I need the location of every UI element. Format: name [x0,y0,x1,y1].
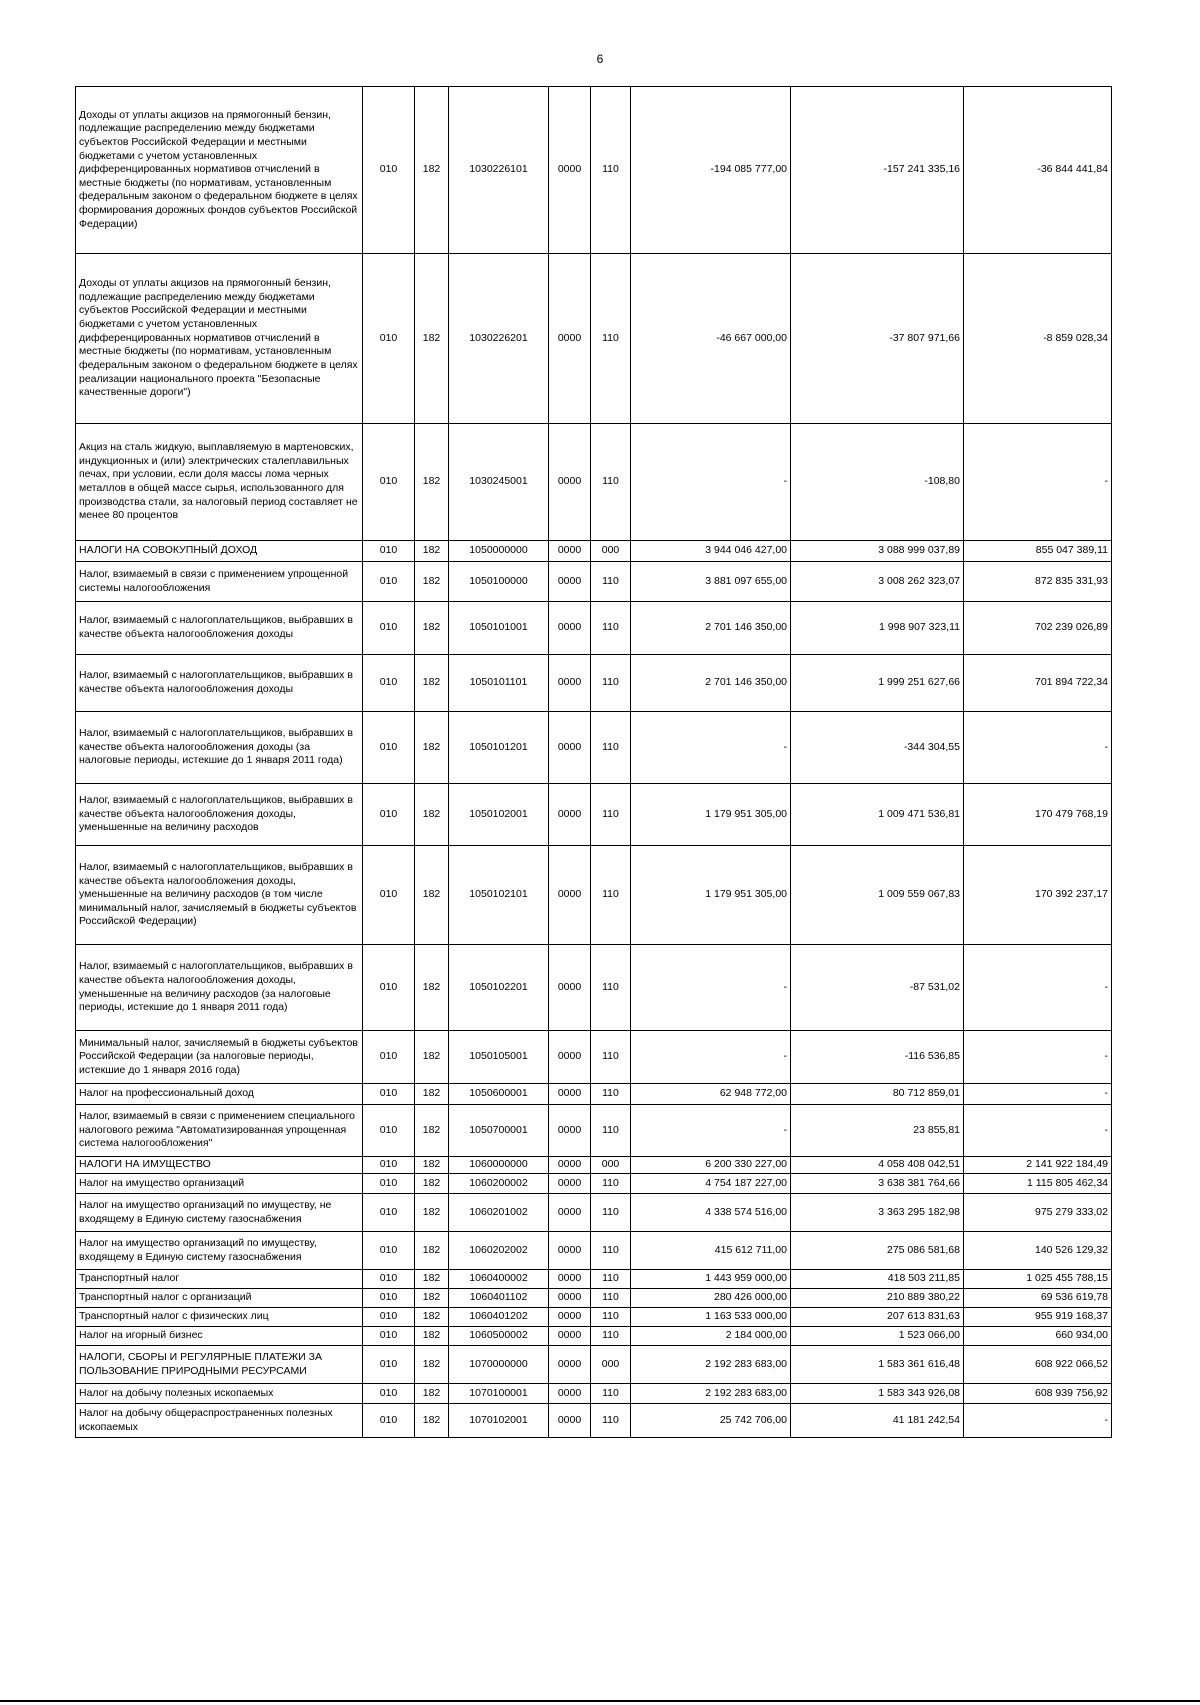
type-code-cell: 110 [591,1232,631,1270]
revenue-table [75,86,1112,1438]
program-code-cell: 0000 [549,1031,591,1084]
type-code-cell: 000 [591,1346,631,1384]
executed-amount-cell: 1 009 559 067,83 [791,846,964,945]
admin-code-cell: 010 [363,1105,415,1157]
admin-code-2-cell: 182 [415,1346,449,1384]
admin-code-2-cell: 182 [415,1270,449,1289]
executed-amount-cell: 4 058 408 042,51 [791,1157,964,1174]
table-row [76,1270,1112,1289]
admin-code-cell: 010 [363,784,415,846]
approved-amount-cell: 415 612 711,00 [631,1232,791,1270]
type-code-cell: 110 [591,1327,631,1346]
executed-amount-cell: 3 008 262 323,07 [791,562,964,602]
approved-amount-cell: 1 179 951 305,00 [631,784,791,846]
program-code-cell: 0000 [549,1404,591,1438]
income-name-cell: Налог, взимаемый с налогоплательщиков, выбравших в качестве объекта налогообложения доходы, уменьшенные на величину расходов (за налоговые периоды, истекшие до 1 января 2011 года) [76,945,363,1031]
table-row [76,87,1112,254]
admin-code-2-cell: 182 [415,254,449,424]
type-code-cell: 110 [591,254,631,424]
remaining-amount-cell: 1 115 805 462,34 [964,1174,1112,1194]
type-code-cell: 110 [591,1270,631,1289]
kbk-code-cell: 1050102101 [449,846,549,945]
approved-amount-cell: 2 701 146 350,00 [631,602,791,655]
program-code-cell: 0000 [549,846,591,945]
type-code-cell: 110 [591,1308,631,1327]
kbk-code-cell: 1050102001 [449,784,549,846]
remaining-amount-cell: 2 141 922 184,49 [964,1157,1112,1174]
type-code-cell: 110 [591,1105,631,1157]
kbk-code-cell: 1060201002 [449,1194,549,1232]
executed-amount-cell: 207 613 831,63 [791,1308,964,1327]
remaining-amount-cell: 701 894 722,34 [964,655,1112,712]
approved-amount-cell: - [631,1105,791,1157]
kbk-code-cell: 1050100000 [449,562,549,602]
admin-code-cell: 010 [363,1232,415,1270]
remaining-amount-cell: 1 025 455 788,15 [964,1270,1112,1289]
remaining-amount-cell: - [964,712,1112,784]
admin-code-2-cell: 182 [415,541,449,562]
admin-code-2-cell: 182 [415,1194,449,1232]
admin-code-2-cell: 182 [415,712,449,784]
admin-code-2-cell: 182 [415,784,449,846]
income-name-cell: Налог, взимаемый в связи с применением упрощенной системы налогообложения [76,562,363,602]
admin-code-2-cell: 182 [415,562,449,602]
admin-code-2-cell: 182 [415,1308,449,1327]
approved-amount-cell: 25 742 706,00 [631,1404,791,1438]
income-name-cell: Налог, взимаемый в связи с применением специального налогового режима "Автоматизированная упрощенная система налогообложения" [76,1105,363,1157]
approved-amount-cell: 2 184 000,00 [631,1327,791,1346]
kbk-code-cell: 1030226101 [449,87,549,254]
approved-amount-cell: - [631,712,791,784]
approved-amount-cell: 1 179 951 305,00 [631,846,791,945]
admin-code-cell: 010 [363,655,415,712]
admin-code-cell: 010 [363,1084,415,1105]
admin-code-cell: 010 [363,1404,415,1438]
kbk-code-cell: 1060401202 [449,1308,549,1327]
remaining-amount-cell: 608 922 066,52 [964,1346,1112,1384]
admin-code-2-cell: 182 [415,602,449,655]
income-name-cell: Налог, взимаемый с налогоплательщиков, выбравших в качестве объекта налогообложения доходы, уменьшенные на величину расходов (в том числе минимальный налог, зачисляемый в бюджеты субъектов Российской Федерации) [76,846,363,945]
program-code-cell: 0000 [549,1270,591,1289]
remaining-amount-cell: - [964,1105,1112,1157]
program-code-cell: 0000 [549,784,591,846]
kbk-code-cell: 1060202002 [449,1232,549,1270]
remaining-amount-cell: 872 835 331,93 [964,562,1112,602]
table-row [76,1084,1112,1105]
admin-code-cell: 010 [363,1327,415,1346]
executed-amount-cell: 1 583 343 926,08 [791,1384,964,1404]
executed-amount-cell: 41 181 242,54 [791,1404,964,1438]
remaining-amount-cell: 170 392 237,17 [964,846,1112,945]
income-name-cell: Налог на добычу полезных ископаемых [76,1384,363,1404]
approved-amount-cell: 4 754 187 227,00 [631,1174,791,1194]
type-code-cell: 110 [591,1194,631,1232]
executed-amount-cell: 210 889 380,22 [791,1289,964,1308]
program-code-cell: 0000 [549,1346,591,1384]
income-name-cell: Налог, взимаемый с налогоплательщиков, выбравших в качестве объекта налогообложения доходы, уменьшенные на величину расходов [76,784,363,846]
remaining-amount-cell: 975 279 333,02 [964,1194,1112,1232]
kbk-code-cell: 1050000000 [449,541,549,562]
page-number: 6 [596,52,604,66]
type-code-cell: 110 [591,424,631,541]
remaining-amount-cell: - [964,1084,1112,1105]
type-code-cell: 110 [591,1084,631,1105]
income-name-cell: Доходы от уплаты акцизов на прямогонный бензин, подлежащие распределению между бюджетами субъектов Российской Федерации и местными бюджетами с учетом установленных дифференцированных нормативов отчислений в местные бюджеты (по нормативам, установленным федеральным законом о федеральном бюджете в целях реализации национального проекта "Безопасные качественные дороги") [76,254,363,424]
approved-amount-cell: -194 085 777,00 [631,87,791,254]
admin-code-2-cell: 182 [415,87,449,254]
admin-code-cell: 010 [363,945,415,1031]
kbk-code-cell: 1060400002 [449,1270,549,1289]
table-row [76,1157,1112,1174]
income-name-cell: Налог, взимаемый с налогоплательщиков, выбравших в качестве объекта налогообложения доходы [76,655,363,712]
type-code-cell: 110 [591,562,631,602]
table-row [76,1194,1112,1232]
admin-code-cell: 010 [363,846,415,945]
admin-code-cell: 010 [363,1194,415,1232]
kbk-code-cell: 1050700001 [449,1105,549,1157]
income-name-cell: Акциз на сталь жидкую, выплавляемую в мартеновских, индукционных и (или) электрических сталеплавильных печах, при условии, если доля массы лома черных металлов в общей массе сырья, использованного для производства стали, за налоговый период составляет не менее 80 процентов [76,424,363,541]
program-code-cell: 0000 [549,712,591,784]
type-code-cell: 110 [591,1031,631,1084]
approved-amount-cell: 4 338 574 516,00 [631,1194,791,1232]
remaining-amount-cell: - [964,1404,1112,1438]
admin-code-2-cell: 182 [415,1157,449,1174]
program-code-cell: 0000 [549,1308,591,1327]
type-code-cell: 110 [591,655,631,712]
type-code-cell: 110 [591,846,631,945]
admin-code-cell: 010 [363,562,415,602]
kbk-code-cell: 1050101101 [449,655,549,712]
remaining-amount-cell: 660 934,00 [964,1327,1112,1346]
executed-amount-cell: 418 503 211,85 [791,1270,964,1289]
income-name-cell: Налог на игорный бизнес [76,1327,363,1346]
remaining-amount-cell: 140 526 129,32 [964,1232,1112,1270]
executed-amount-cell: 80 712 859,01 [791,1084,964,1105]
kbk-code-cell: 1070102001 [449,1404,549,1438]
program-code-cell: 0000 [549,1232,591,1270]
type-code-cell: 110 [591,1404,631,1438]
admin-code-2-cell: 182 [415,655,449,712]
kbk-code-cell: 1060500002 [449,1327,549,1346]
table-row [76,945,1112,1031]
table-body [76,87,1112,1438]
kbk-code-cell: 1030245001 [449,424,549,541]
executed-amount-cell: -157 241 335,16 [791,87,964,254]
remaining-amount-cell: -8 859 028,34 [964,254,1112,424]
approved-amount-cell: 1 163 533 000,00 [631,1308,791,1327]
table-row [76,541,1112,562]
approved-amount-cell: 62 948 772,00 [631,1084,791,1105]
executed-amount-cell: 3 088 999 037,89 [791,541,964,562]
program-code-cell: 0000 [549,1327,591,1346]
program-code-cell: 0000 [549,1384,591,1404]
program-code-cell: 0000 [549,945,591,1031]
approved-amount-cell: 2 192 283 683,00 [631,1384,791,1404]
admin-code-cell: 010 [363,1270,415,1289]
admin-code-cell: 010 [363,87,415,254]
income-name-cell: Транспортный налог с физических лиц [76,1308,363,1327]
table-row [76,1105,1112,1157]
admin-code-cell: 010 [363,1346,415,1384]
admin-code-2-cell: 182 [415,1232,449,1270]
approved-amount-cell: -46 667 000,00 [631,254,791,424]
program-code-cell: 0000 [549,562,591,602]
admin-code-2-cell: 182 [415,1289,449,1308]
admin-code-cell: 010 [363,1174,415,1194]
table-row [76,846,1112,945]
type-code-cell: 110 [591,784,631,846]
table-row [76,655,1112,712]
admin-code-cell: 010 [363,1384,415,1404]
admin-code-2-cell: 182 [415,945,449,1031]
approved-amount-cell: 6 200 330 227,00 [631,1157,791,1174]
kbk-code-cell: 1070000000 [449,1346,549,1384]
kbk-code-cell: 1050101201 [449,712,549,784]
admin-code-cell: 010 [363,254,415,424]
executed-amount-cell: -87 531,02 [791,945,964,1031]
approved-amount-cell: - [631,1031,791,1084]
table-row [76,1327,1112,1346]
admin-code-cell: 010 [363,1289,415,1308]
program-code-cell: 0000 [549,602,591,655]
admin-code-cell: 010 [363,1308,415,1327]
program-code-cell: 0000 [549,424,591,541]
program-code-cell: 0000 [549,1084,591,1105]
remaining-amount-cell: - [964,424,1112,541]
kbk-code-cell: 1050101001 [449,602,549,655]
page-bottom-rule [0,1700,1200,1702]
approved-amount-cell: 3 881 097 655,00 [631,562,791,602]
remaining-amount-cell: 170 479 768,19 [964,784,1112,846]
income-name-cell: Транспортный налог [76,1270,363,1289]
approved-amount-cell: 2 701 146 350,00 [631,655,791,712]
executed-amount-cell: 23 855,81 [791,1105,964,1157]
executed-amount-cell: 1 009 471 536,81 [791,784,964,846]
admin-code-2-cell: 182 [415,1404,449,1438]
executed-amount-cell: 1 999 251 627,66 [791,655,964,712]
income-name-cell: Налог на профессиональный доход [76,1084,363,1105]
kbk-code-cell: 1070100001 [449,1384,549,1404]
kbk-code-cell: 1060000000 [449,1157,549,1174]
executed-amount-cell: -108,80 [791,424,964,541]
executed-amount-cell: 1 998 907 323,11 [791,602,964,655]
executed-amount-cell: -116 536,85 [791,1031,964,1084]
admin-code-cell: 010 [363,602,415,655]
remaining-amount-cell: - [964,1031,1112,1084]
executed-amount-cell: 1 583 361 616,48 [791,1346,964,1384]
table-row [76,254,1112,424]
kbk-code-cell: 1050102201 [449,945,549,1031]
admin-code-2-cell: 182 [415,1174,449,1194]
executed-amount-cell: 3 638 381 764,66 [791,1174,964,1194]
table-row [76,562,1112,602]
income-name-cell: Налог, взимаемый с налогоплательщиков, выбравших в качестве объекта налогообложения доходы [76,602,363,655]
admin-code-2-cell: 182 [415,1105,449,1157]
table-row [76,424,1112,541]
kbk-code-cell: 1050105001 [449,1031,549,1084]
program-code-cell: 0000 [549,1157,591,1174]
type-code-cell: 110 [591,602,631,655]
approved-amount-cell: - [631,945,791,1031]
table-row [76,1404,1112,1438]
type-code-cell: 000 [591,541,631,562]
approved-amount-cell: 3 944 046 427,00 [631,541,791,562]
income-name-cell: Минимальный налог, зачисляемый в бюджеты субъектов Российской Федерации (за налоговые периоды, истекшие до 1 января 2016 года) [76,1031,363,1084]
executed-amount-cell: -344 304,55 [791,712,964,784]
kbk-code-cell: 1060200002 [449,1174,549,1194]
admin-code-cell: 010 [363,712,415,784]
income-name-cell: НАЛОГИ НА ИМУЩЕСТВО [76,1157,363,1174]
program-code-cell: 0000 [549,541,591,562]
remaining-amount-cell: -36 844 441,84 [964,87,1112,254]
program-code-cell: 0000 [549,1174,591,1194]
admin-code-2-cell: 182 [415,846,449,945]
table-row [76,784,1112,846]
income-name-cell: Налог, взимаемый с налогоплательщиков, выбравших в качестве объекта налогообложения доходы (за налоговые периоды, истекшие до 1 января 2011 года) [76,712,363,784]
admin-code-cell: 010 [363,424,415,541]
admin-code-cell: 010 [363,1157,415,1174]
type-code-cell: 110 [591,87,631,254]
program-code-cell: 0000 [549,1194,591,1232]
remaining-amount-cell: - [964,945,1112,1031]
remaining-amount-cell: 702 239 026,89 [964,602,1112,655]
kbk-code-cell: 1060401102 [449,1289,549,1308]
remaining-amount-cell: 855 047 389,11 [964,541,1112,562]
table-row [76,1384,1112,1404]
table-row [76,1308,1112,1327]
type-code-cell: 110 [591,1289,631,1308]
table-row [76,1289,1112,1308]
type-code-cell: 110 [591,1174,631,1194]
remaining-amount-cell: 608 939 756,92 [964,1384,1112,1404]
approved-amount-cell: 1 443 959 000,00 [631,1270,791,1289]
type-code-cell: 110 [591,1384,631,1404]
remaining-amount-cell: 955 919 168,37 [964,1308,1112,1327]
income-name-cell: НАЛОГИ НА СОВОКУПНЫЙ ДОХОД [76,541,363,562]
kbk-code-cell: 1050600001 [449,1084,549,1105]
income-name-cell: Налог на имущество организаций по имуществу, входящему в Единую систему газоснабжения [76,1232,363,1270]
table-row [76,1031,1112,1084]
admin-code-2-cell: 182 [415,1031,449,1084]
type-code-cell: 000 [591,1157,631,1174]
income-name-cell: Налог на добычу общераспространенных полезных ископаемых [76,1404,363,1438]
income-name-cell: Доходы от уплаты акцизов на прямогонный бензин, подлежащие распределению между бюджетами субъектов Российской Федерации и местными бюджетами с учетом установленных дифференцированных нормативов отчислений в местные бюджеты (по нормативам, установленным федеральным законом о федеральном бюджете в целях формирования дорожных фондов субъектов Российской Федерации) [76,87,363,254]
program-code-cell: 0000 [549,655,591,712]
program-code-cell: 0000 [549,254,591,424]
admin-code-2-cell: 182 [415,1327,449,1346]
program-code-cell: 0000 [549,1105,591,1157]
type-code-cell: 110 [591,945,631,1031]
executed-amount-cell: 1 523 066,00 [791,1327,964,1346]
executed-amount-cell: -37 807 971,66 [791,254,964,424]
table-row [76,1346,1112,1384]
admin-code-cell: 010 [363,1031,415,1084]
remaining-amount-cell: 69 536 619,78 [964,1289,1112,1308]
admin-code-2-cell: 182 [415,1084,449,1105]
table-row [76,1232,1112,1270]
approved-amount-cell: 280 426 000,00 [631,1289,791,1308]
approved-amount-cell: - [631,424,791,541]
kbk-code-cell: 1030226201 [449,254,549,424]
admin-code-2-cell: 182 [415,424,449,541]
income-name-cell: НАЛОГИ, СБОРЫ И РЕГУЛЯРНЫЕ ПЛАТЕЖИ ЗА ПОЛЬЗОВАНИЕ ПРИРОДНЫМИ РЕСУРСАМИ [76,1346,363,1384]
admin-code-2-cell: 182 [415,1384,449,1404]
table-row [76,602,1112,655]
admin-code-cell: 010 [363,541,415,562]
approved-amount-cell: 2 192 283 683,00 [631,1346,791,1384]
program-code-cell: 0000 [549,1289,591,1308]
type-code-cell: 110 [591,712,631,784]
executed-amount-cell: 3 363 295 182,98 [791,1194,964,1232]
income-name-cell: Налог на имущество организаций по имуществу, не входящему в Единую систему газоснабжения [76,1194,363,1232]
table-row [76,712,1112,784]
income-name-cell: Налог на имущество организаций [76,1174,363,1194]
income-name-cell: Транспортный налог с организаций [76,1289,363,1308]
program-code-cell: 0000 [549,87,591,254]
table-row [76,1174,1112,1194]
executed-amount-cell: 275 086 581,68 [791,1232,964,1270]
